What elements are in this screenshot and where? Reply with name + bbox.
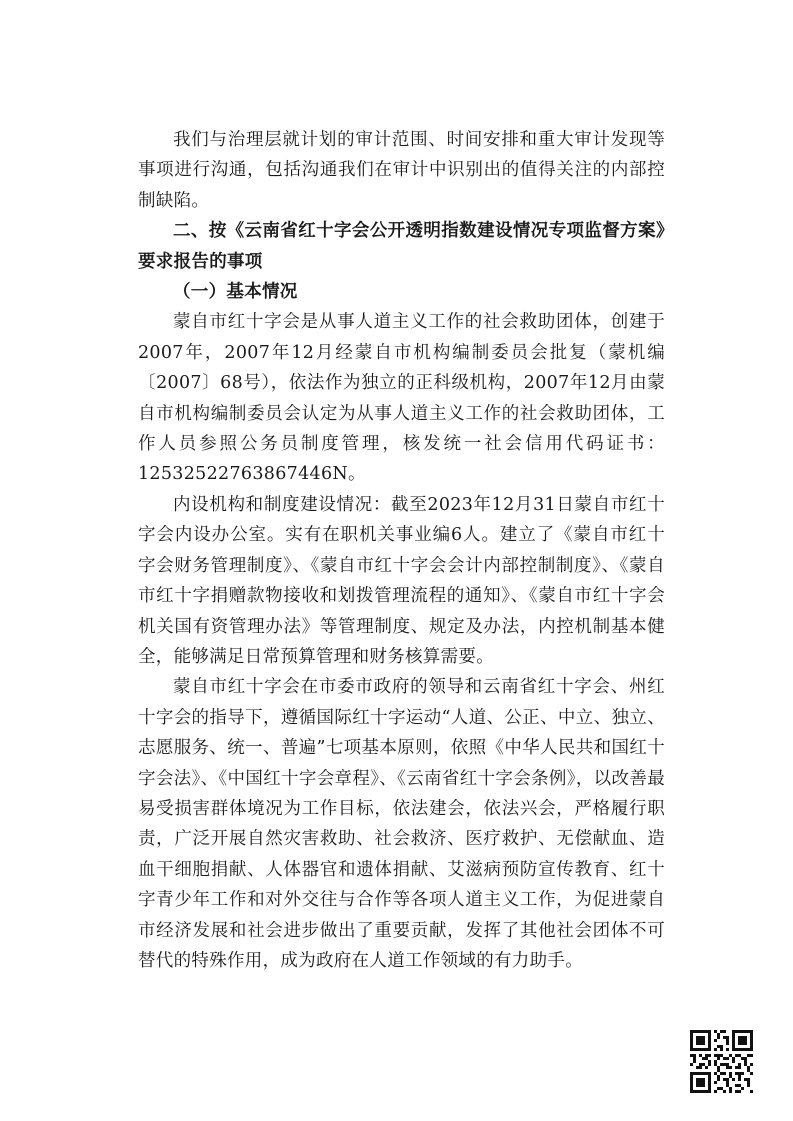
- section-heading-two: 二、按《云南省红十字会公开透明指数建设情况专项监督方案》要求报告的事项: [138, 221, 665, 272]
- qr-code-icon: [690, 1030, 753, 1093]
- paragraph-internal-structure: 内设机构和制度建设情况：截至2023年12月31日蒙自市红十字会内设办公室。实有在职机关事业编6人。建立了《蒙自市红十字会财务管理制度》、《蒙自市红十字会会计内部控制制度》、《蒙自市红十字捐赠款物接收和划拨管理流程的通知》、《蒙自市红十字会机关国有资管理办法》等管理制度、规定及办法，内控机制基本健全，能够满足日常预算管理和财务核算需要。: [138, 494, 665, 667]
- paragraph-organization-overview: 蒙自市红十字会是从事人道主义工作的社会救助团体，创建于2007年，2007年12月经蒙自市机构编制委员会批复（蒙机编〔2007〕68号），依法作为独立的正科级机构，2007年12月由蒙自市机构编制委员会认定为从事人道主义工作的社会救助团体，工作人员参照公务员制度管理，核发统一社会信用代码证书：12532522763867446N。: [138, 312, 665, 485]
- document-body: [138, 125, 665, 976]
- paragraph-work-principles: 蒙自市红十字会在市委市政府的领导和云南省红十字会、州红十字会的指导下，遵循国际红十字运动“人道、公正、中立、独立、志愿服务、统一、普遍”七项基本原则，依照《中华人民共和国红十字会法》、《中国红十字会章程》、《云南省红十字会条例》，以改善最易受损害群体境况为工作目标，依法建会，依法兴会，严格履行职责，广泛开展自然灾害救助、社会救济、医疗救护、无偿献血、造血干细胞捐献、人体器官和遗体捐献、艾滋病预防宣传教育、红十字青少年工作和对外交往与合作等各项人道主义工作，为促进蒙自市经济发展和社会进步做出了重要贡献，发挥了其他社会团体不可替代的特殊作用，成为政府在人道工作领域的有力助手。: [138, 677, 665, 971]
- paragraph-communication: 我们与治理层就计划的审计范围、时间安排和重大审计发现等事项进行沟通，包括沟通我们在审计中识别出的值得关注的内部控制缺陷。: [138, 130, 665, 211]
- subsection-heading-basic-info: （一）基本情况: [173, 282, 298, 303]
